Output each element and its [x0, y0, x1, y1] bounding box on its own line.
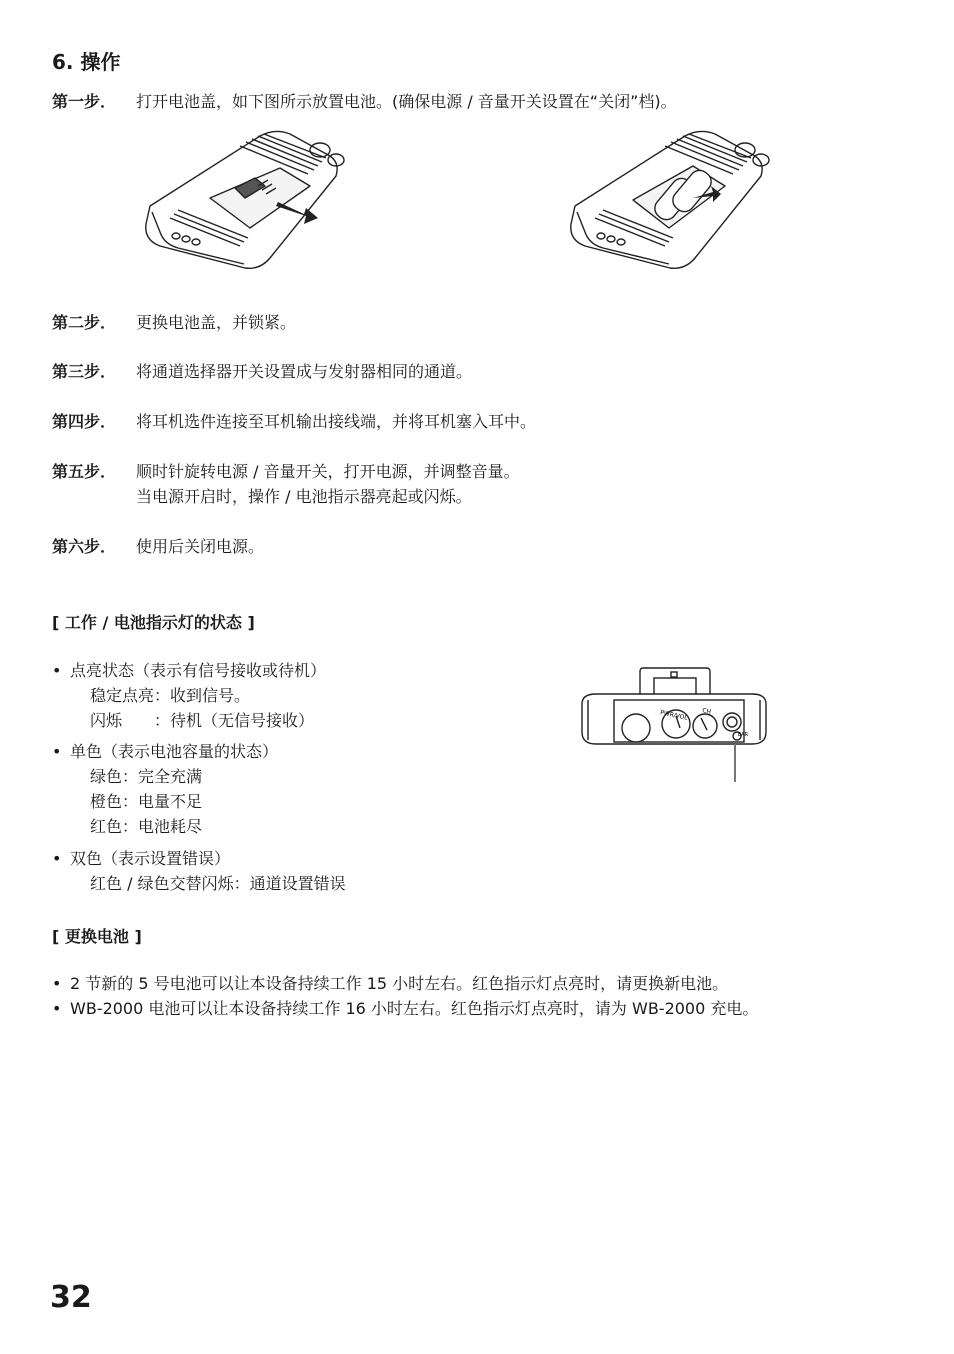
- bullet: •: [52, 999, 62, 1018]
- step-label: 第二步．: [52, 313, 117, 332]
- bullet: •: [52, 742, 62, 761]
- step-6: [52, 534, 264, 559]
- step-label: 第一步．: [52, 92, 117, 111]
- battery-note: [52, 996, 758, 1021]
- receiver-top-view-illustration: [578, 664, 770, 784]
- indicator-group-dual-color: [52, 846, 230, 871]
- step-label: 第三步．: [52, 362, 117, 381]
- step-label: 第六步．: [52, 537, 117, 556]
- step-label: 第四步．: [52, 412, 117, 431]
- bullet: •: [52, 661, 62, 680]
- page-number: 32: [50, 1280, 92, 1315]
- group-item: 红色：电池耗尽: [90, 817, 203, 836]
- step-2: [52, 310, 296, 335]
- group-item: 绿色：完全充满: [90, 767, 203, 786]
- step-text: 顺时针旋转电源 / 音量开关，打开电源，并调整音量。: [136, 462, 520, 481]
- bullet: •: [52, 974, 62, 993]
- battery-note: [52, 971, 728, 996]
- group-item: 稳定点亮：收到信号。: [90, 686, 251, 705]
- battery-section-title: [ 更换电池 ]: [52, 927, 142, 946]
- step-text: 将通道选择器开关设置成与发射器相同的通道。: [136, 362, 473, 381]
- step-text: 使用后关闭电源。: [136, 537, 265, 556]
- section-heading: 6. 操作: [52, 50, 121, 74]
- group-title: 双色（表示设置错误）: [70, 849, 231, 868]
- ch-label: CH: [701, 707, 712, 716]
- indicator-group-lit: [52, 658, 326, 683]
- step-1: [52, 89, 677, 114]
- pwr-vol-label: PWR/VOL: [659, 709, 689, 722]
- ear-label: EAR: [738, 732, 749, 738]
- step-3: [52, 359, 472, 384]
- group-item: 闪烁 ：待机（无信号接收）: [90, 711, 315, 730]
- step-label: 第五步．: [52, 462, 117, 481]
- bullet: •: [52, 849, 62, 868]
- step-5: [52, 459, 520, 509]
- indicator-group-single-color: [52, 739, 278, 764]
- step-text: 更换电池盖，并锁紧。: [136, 313, 297, 332]
- step-text: 将耳机选件连接至耳机输出接线端，并将耳机塞入耳中。: [136, 412, 537, 431]
- group-item: 橙色：电量不足: [90, 792, 203, 811]
- battery-note-text: WB-2000 电池可以让本设备持续工作 16 小时左右。红色指示灯点亮时，请为 WB-2000 充电。: [70, 999, 759, 1018]
- receiver-cover-open-illustration: [140, 128, 350, 273]
- indicator-section-title: [ 工作 / 电池指示灯的状态 ]: [52, 613, 255, 632]
- step-text: 打开电池盖，如下图所示放置电池。(确保电源 / 音量开关设置在“关闭”档)。: [136, 92, 677, 111]
- battery-insertion-illustration: [565, 128, 775, 273]
- group-item: 红色 / 绿色交替闪烁：通道设置错误: [90, 874, 346, 893]
- group-title: 点亮状态（表示有信号接收或待机）: [70, 661, 327, 680]
- step-text-continued: 当电源开启时，操作 / 电池指示器亮起或闪烁。: [136, 487, 472, 506]
- group-title: 单色（表示电池容量的状态）: [70, 742, 279, 761]
- step-4: [52, 409, 536, 434]
- battery-note-text: 2 节新的 5 号电池可以让本设备持续工作 15 小时左右。红色指示灯点亮时，请更换新电池。: [70, 974, 729, 993]
